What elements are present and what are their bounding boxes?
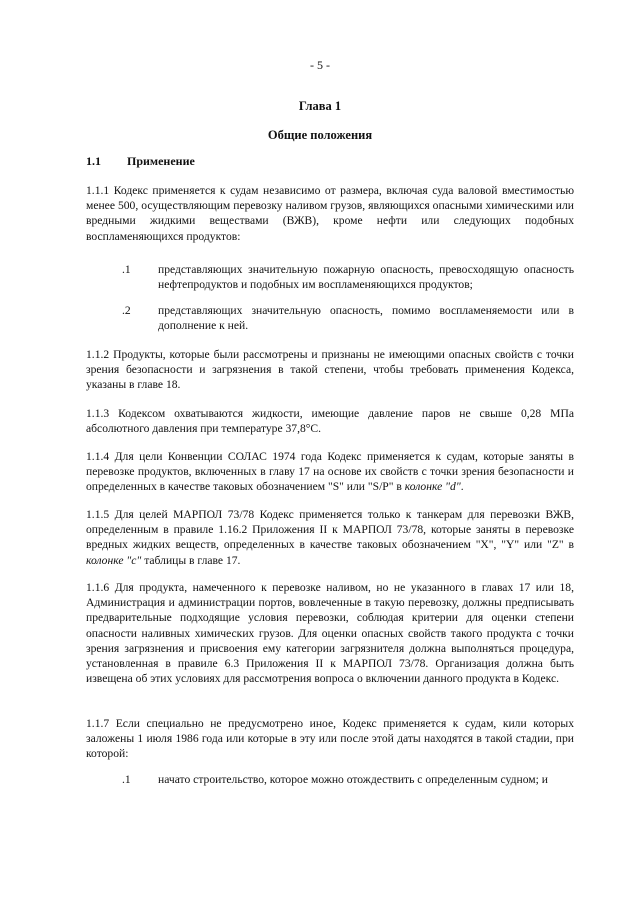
paragraph-1-1-1: 1.1.1 Кодекс применяется к судам независимо от размера, включая суда валовой вместимостью менее 500, осуществляющим перевозку наливом грузов, являющихся опасными химическими или вредными жидкими веществами (ВЖВ), кроме нефти или следующих подобных воспламеняющихся продуктов:: [86, 184, 574, 243]
column-reference: колонке "d": [404, 480, 461, 494]
list-item-text: представляющих значительную опасность, помимо воспламеняемости или в дополнение к ней.: [158, 304, 574, 333]
section-name: Применение: [127, 154, 195, 168]
list-item-index: .1: [122, 773, 131, 786]
paragraph-1-1-5-text: 1.1.5 Для целей МАРПОЛ 73/78 Кодекс применяется только к танкерам для перевозки ВЖВ, определенным в правиле 1.16.2 Приложения II к МАРПОЛ 73/78, которые заняты в перевозке вредных жидких веществ, определенных в качестве таковых обозначением "X", "Y" или "Z" в: [86, 508, 574, 552]
paragraph-1-1-4: [86, 449, 574, 495]
list-item-index: .2: [122, 304, 131, 317]
column-reference: колонке "с": [86, 553, 142, 567]
paragraph-1-1-4-end: .: [460, 480, 464, 494]
paragraph-1-1-5-end: таблицы в главе 17.: [141, 553, 241, 567]
section-number: 1.1: [86, 154, 101, 168]
section-title: Общие положения: [267, 128, 373, 142]
paragraph-1-1-3: 1.1.3 Кодексом охватываются жидкости, имеющие давление паров не свыше 0,28 МПа абсолютного давления при температуре 37,8°С.: [86, 407, 574, 436]
list-item-index: .1: [122, 263, 131, 276]
paragraph-1-1-7: 1.1.7 Если специально не предусмотрено иное, Кодекс применяется к судам, кили которых заложены 1 июля 1986 года или которые в эту или после этой даты находятся в такой стадии, при которой:: [86, 717, 574, 761]
paragraph-1-1-4-text: 1.1.4 Для цели Конвенции СОЛАС 1974 года Кодекс применяется к судам, которые заняты в перевозке продуктов, включенных в главу 17 на основе их свойств с точки зрения безопасности и определенных в качестве таковых обозначением "S" или "S/P" в: [86, 450, 574, 494]
page-number: - 5 -: [310, 58, 330, 72]
paragraph-1-1-2: 1.1.2 Продукты, которые были рассмотрены и признаны не имеющими опасных свойств с точки зрения безопасности и загрязнения в такой степени, чтобы требовать применения Кодекса, указаны в главе 18.: [86, 348, 574, 392]
section-heading: [86, 154, 195, 169]
paragraph-1-1-5: [86, 507, 574, 568]
list-item-text: представляющих значительную пожарную опасность, превосходящую опасность нефтепродуктов и подобных им воспламеняющихся продуктов;: [158, 263, 574, 292]
paragraph-1-1-6: 1.1.6 Для продукта, намеченного к перевозке наливом, но не указанного в главах 17 или 18, Администрация и администрации портов, вовлеченные в такую перевозку, должны предписывать предварительные подходящие условия перевозки, соблюдая критерии для оценки степени опасности наливных химических грузов. Для оценки опасных свойств такого продукта с точки зрения загрязнения и присвоения ему категории загрязнителя должна выполняться процедура, установленная в правиле 6.3 Приложения II к МАРПОЛ 73/78. Организация должна быть извещена об этих условиях для рассмотрения вопроса о включении данного продукта в Кодекс.: [86, 581, 574, 686]
chapter-title: Глава 1: [298, 99, 342, 113]
list-item-text: начато строительство, которое можно отождествить с определенным судном; и: [158, 773, 548, 786]
